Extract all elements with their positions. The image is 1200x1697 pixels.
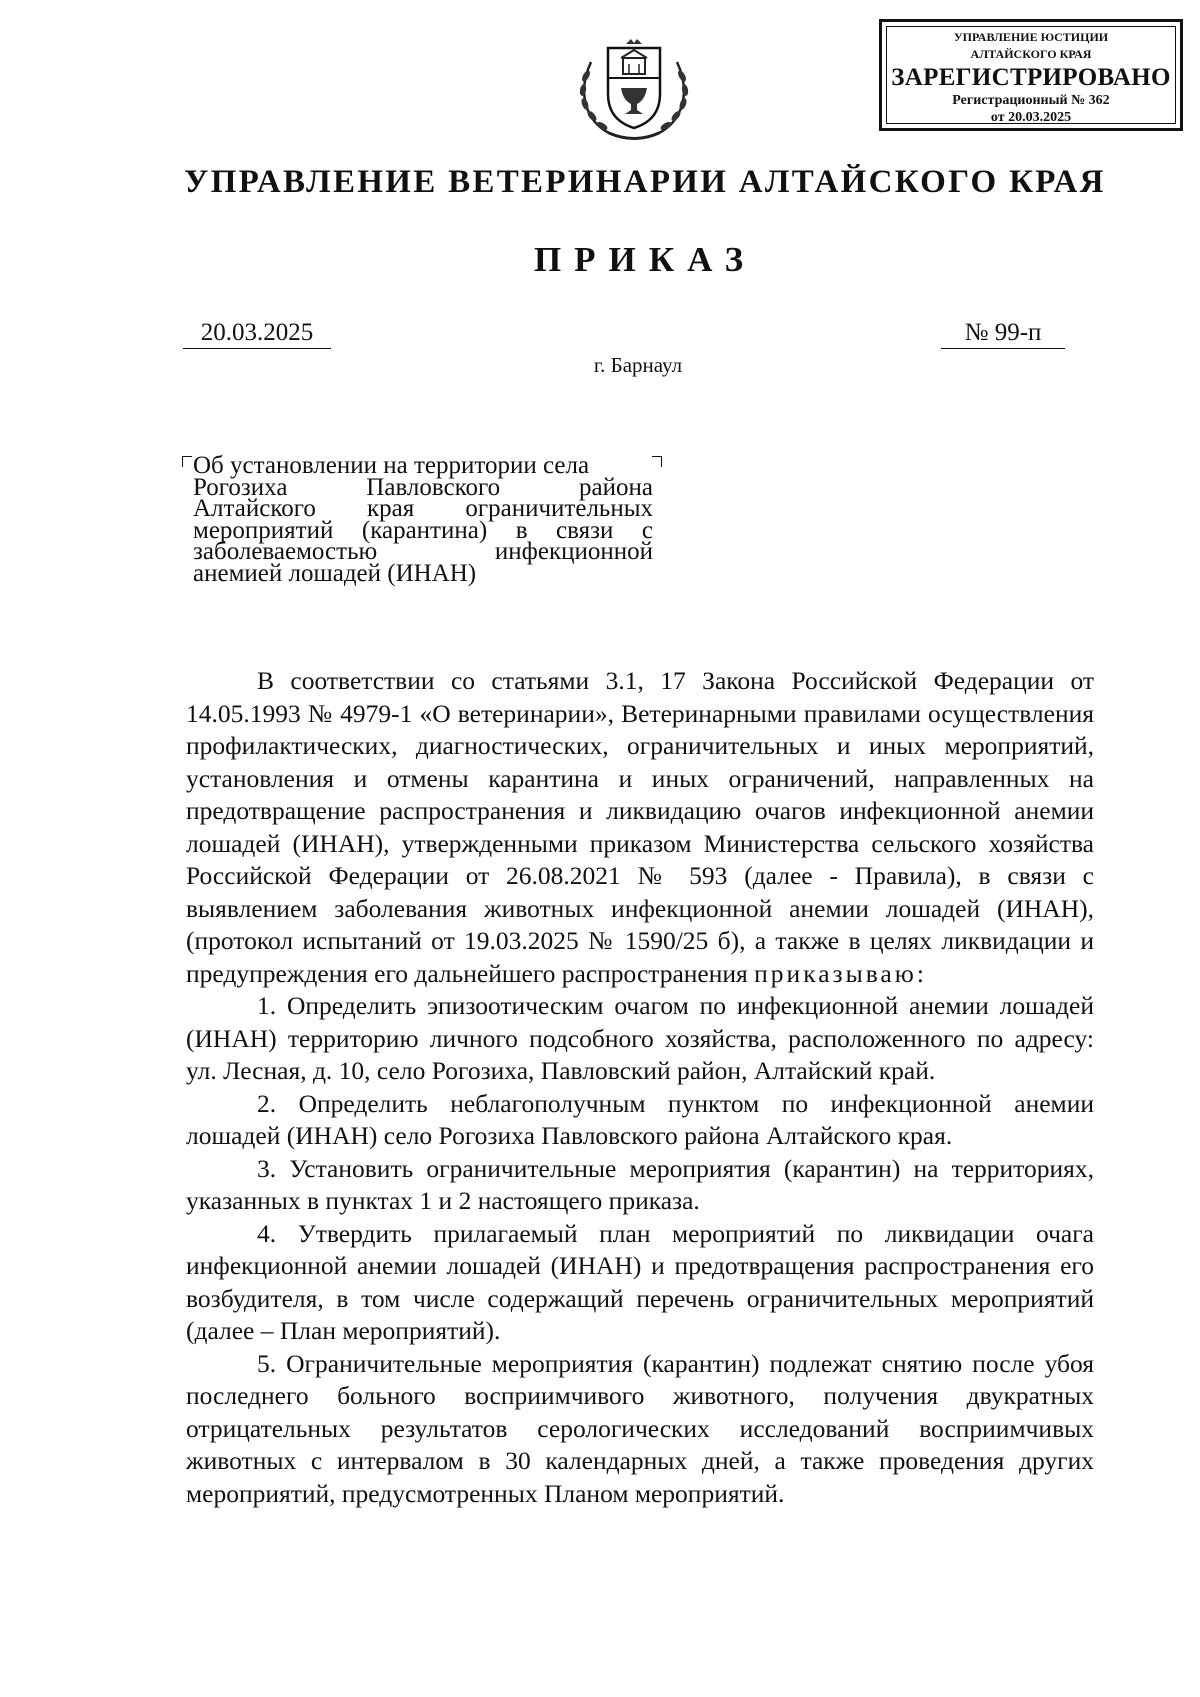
subject-line: Об установлении на территории села [193,452,590,479]
subject-line: Алтайского края ограничительных [193,495,653,522]
order-subject [193,452,653,587]
order-item-2: 2. Определить неблагополучным пунктом по инфекционной анемии лошадей (ИНАН) село Рогозиха Павловского района Алтайского края. [186,1088,1094,1150]
order-body [186,665,1094,1510]
registration-stamp [879,19,1183,131]
subject-line: мероприятий (карантина) в связи с [193,516,653,544]
order-item-3: 3. Установить ограничительные мероприятия (карантин) на территориях, указанных в пунктах 1 и 2 настоящего приказа. [186,1153,1094,1215]
order-number: № 99-п [941,318,1065,349]
preamble-text: В соответствии со статьями 3.1, 17 Закона Российской Федерации от 14.05.1993 № 4979-1 «О ветеринарии», Ветеринарными правилами осуществления профилактических, диагностических, ограничительных и иных мероприятий, установления и отмены карантина и иных ограничений, направленных на предотвращение распространения и ликвидацию очагов инфекционной анемии лошадей (ИНАН), утвержденными приказом Министерства сельского хозяйства Российской Федерации от 26.08.2021 № 593 (далее - Правила), в связи с выявлением заболевания животных инфекционной анемии лошадей (ИНАН), (протокол испытаний от 19.03.2025 № 1590/25 б), а также в целях ликвидации и предупреждения его дальнейшего распространения [186,666,1094,988]
order-item-4: 4. Утвердить прилагаемый план мероприятий по ликвидации очага инфекционной анемии лошадей (ИНАН) и предотвращения распространения его возбудителя, в том числе содержащий перечень ограничительных мероприятий (далее – План мероприятий). [186,1218,1094,1345]
subject-corner-mark-right [652,456,662,467]
document-type-title: ПРИКАЗ [533,240,757,279]
stamp-status: ЗАРЕГИСТРИРОВАНО [891,64,1171,91]
preamble-paragraph [186,665,1094,990]
stamp-organization-line1: УПРАВЛЕНИЕ ЮСТИЦИИ [953,30,1109,44]
subject-line: заболеваемостью инфекционной [193,538,653,565]
stamp-registration-date: от 20.03.2025 [990,110,1072,125]
order-item-5: 5. Ограничительные мероприятия (карантин) подлежат снятию после убоя последнего больного восприимчивого животного, получения двукратных отрицательных результатов серологических исследований восприимчивых животных с интервалом в 30 календарных дней, а также проведения других мероприятий, предусмотренных Планом мероприятий. [186,1348,1094,1508]
order-directive-word: приказываю [754,958,917,988]
order-item-1: 1. Определить эпизоотическим очагом по инфекционной анемии лошадей (ИНАН) территорию личного подсобного хозяйства, расположенного по адресу: ул. Лесная, д. 10, село Рогозиха, Павловский район, Алтайский край. [186,991,1094,1085]
subject-line: анемией лошадей (ИНАН) [193,559,477,587]
order-directive-colon: : [916,958,924,988]
order-date: 20.03.2025 [183,318,331,349]
issue-city: г. Барнаул [593,353,683,377]
subject-corner-mark-left [182,456,192,467]
stamp-registration-number: Регистрационный № 362 [952,93,1110,108]
stamp-organization-line2: АЛТАЙСКОГО КРАЯ [970,47,1092,61]
coat-of-arms-emblem [571,34,697,144]
subject-line: Рогозиха Павловского района [193,473,653,501]
organization-title: УПРАВЛЕНИЕ ВЕТЕРИНАРИИ АЛТАЙСКОГО КРАЯ [184,164,1106,200]
